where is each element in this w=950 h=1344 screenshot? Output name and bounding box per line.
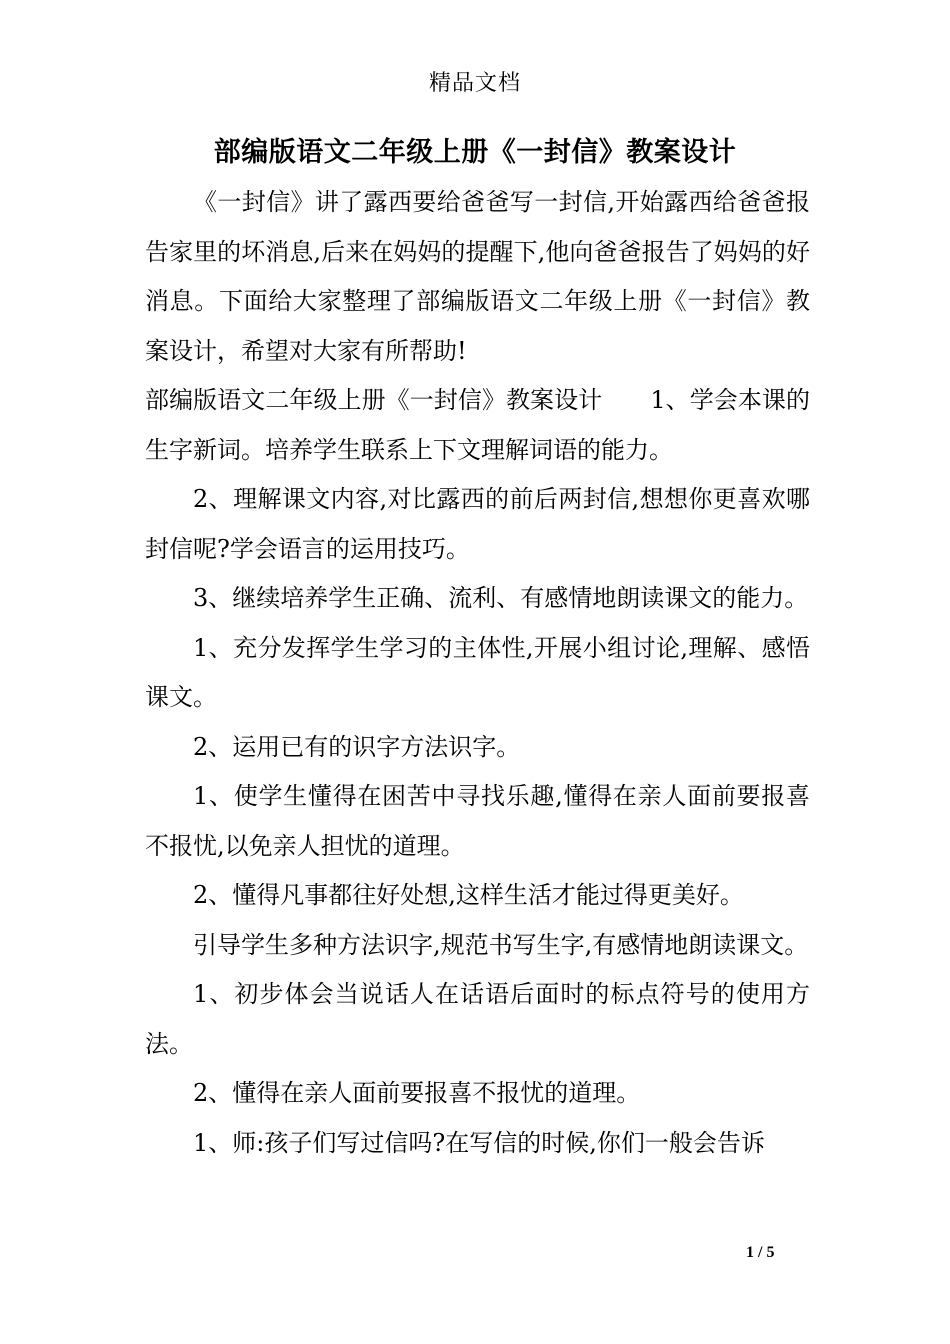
paragraph-difficulty-2: 2、懂得在亲人面前要报喜不报忧的道理。 xyxy=(193,1079,641,1107)
paragraph-difficulty-1: 1、初步体会当说话人在话语后面时的标点符号的使用方法。 xyxy=(145,980,810,1058)
paragraph-process-2: 2、运用已有的识字方法识字。 xyxy=(193,732,521,761)
paragraph-key-point: 引导学生多种方法识字,规范书写生字,有感情地朗读课文。 xyxy=(193,930,809,959)
paragraph-emotion-1: 1、使学生懂得在困苦中寻找乐趣,懂得在亲人面前要报喜不报忧,以免亲人担忧的道理。 xyxy=(145,782,810,860)
document-title: 部编版语文二年级上册《一封信》教案设计 xyxy=(213,137,737,168)
paragraph-process-1: 1、充分发挥学生学习的主体性,开展小组讨论,理解、感悟课文。 xyxy=(145,633,810,711)
paragraph-intro: 《一封信》讲了露西要给爸爸写一封信,开始露西给爸爸报告家里的坏消息,后来在妈妈的提醒下,他向爸爸报告了妈妈的好消息。下面给大家整理了部编版语文二年级上册《一封信》教案设计，希望对大家有所帮助! xyxy=(145,188,810,365)
paragraph-objective-1: 部编版语文二年级上册《一封信》教案设计 1、学会本课的生字新词。培养学生联系上下文理解词语的能力。 xyxy=(145,386,810,464)
page-number: 1 / 5 xyxy=(746,1244,775,1261)
paragraph-emotion-2: 2、懂得凡事都往好处想,这样生活才能过得更美好。 xyxy=(193,881,744,909)
paragraph-objective-3: 3、继续培养学生正确、流利、有感情地朗读课文的能力。 xyxy=(193,584,809,612)
paragraph-objective-2: 2、理解课文内容,对比露西的前后两封信,想想你更喜欢哪封信呢?学会语言的运用技巧。 xyxy=(145,485,810,563)
page-header: 精品文档 xyxy=(428,71,521,96)
document-body xyxy=(145,178,810,1168)
paragraph-lesson-start: 1、师:孩子们写过信吗?在写信的时候,你们一般会告诉 xyxy=(193,1128,765,1157)
